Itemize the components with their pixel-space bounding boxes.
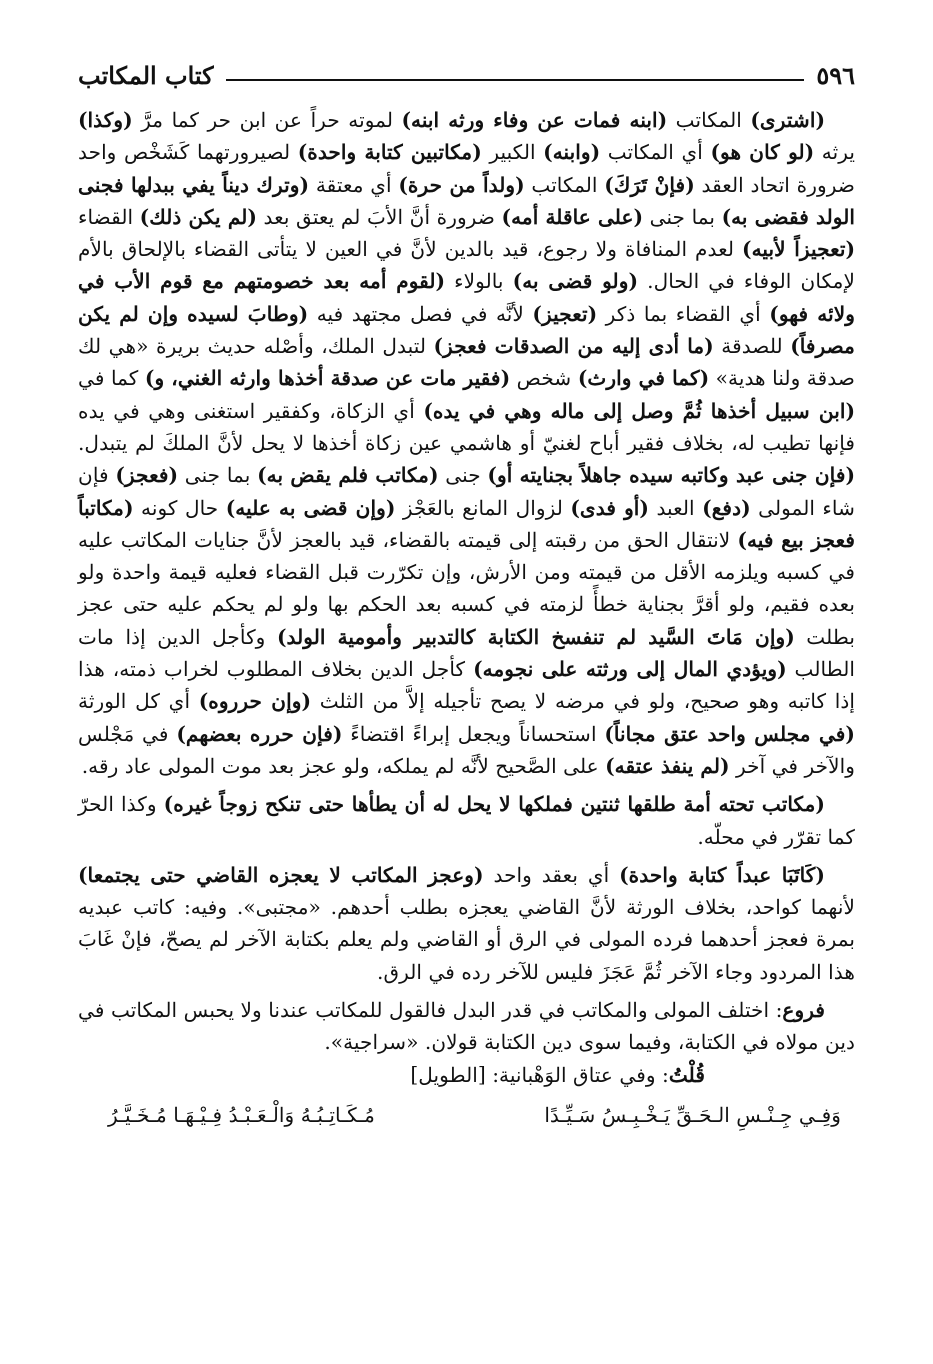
verse-intro	[78, 1059, 855, 1091]
commentary-text: لتبدل الملك، وأصْله حديث بريرة «هي لك صدقة ولنا هدية»	[78, 334, 856, 391]
commentary-text: جنى	[438, 463, 488, 488]
bold-matn-text: (وطابَ لسيده وإن لم يكن مصرفاً)	[78, 301, 855, 359]
bold-matn-text: (وابنه)	[543, 140, 601, 165]
paragraph	[78, 994, 855, 1059]
bold-matn-text: (لم ينفذ عتقه)	[605, 753, 730, 778]
bold-matn-text: (مكاتب فلم يقض به)	[257, 463, 439, 488]
commentary-text: على الصَّحيح لأنَّه لم يملكه، ولو عجز بعد موت المولى عاد رقه.	[81, 753, 606, 778]
bold-matn-text: (ابنه فمات عن وفاء ورثه ابنه)	[401, 108, 668, 132]
commentary-text: لزوال المانع بالعَجْز	[395, 495, 571, 520]
commentary-text: المكاتب	[524, 172, 605, 197]
commentary-text: كما في	[78, 366, 145, 391]
bold-matn-text: (دفع)	[702, 495, 751, 520]
bold-matn-text: (وكذا)	[78, 108, 133, 132]
bold-matn-text: (أو فدى)	[570, 495, 649, 520]
bold-matn-text: (مكاتباً فعجز بيع فيه)	[78, 495, 855, 552]
commentary-text: بما جنى	[643, 204, 722, 229]
bold-matn-text: (على عاقلة أمه)	[501, 204, 644, 229]
commentary-text: المكاتب	[667, 108, 751, 132]
page-number: ٥٩٦	[816, 60, 855, 90]
commentary-text: ضرورة أنَّ الأبَ لم يعتق بعد	[256, 204, 502, 229]
paragraph	[78, 104, 855, 782]
commentary-text: العبد	[648, 495, 703, 520]
commentary-text: : اختلف المولى والمكاتب في قدر البدل فالقول للمكاتب عندنا ولا يحبس المكاتب في دين مولاه في الكتابة، وفيما سوى دين الكتابة قولان. «سراجية».	[78, 998, 855, 1055]
bold-matn-text: (مكاتبين كتابة واحدة)	[297, 140, 482, 165]
commentary-text: لصيرورتهما كَشَخْص واحد ضرورة اتحاد العقد	[78, 140, 855, 197]
bold-matn-text: (ولداً من حرة)	[398, 172, 525, 197]
bold-matn-text: فروع	[782, 998, 825, 1023]
bold-matn-text: (فقير مات عن صدقة أخذها وارثه الغني، و)	[144, 366, 511, 391]
commentary-text: وكأجل الدين إذا مات الطالب	[78, 624, 855, 682]
book-page	[78, 0, 855, 1364]
bold-matn-text: (وإن مَاتَ السَّيد لم تنفسخ الكتابة كالتدبير وأمومية الولد)	[276, 624, 795, 649]
bold-matn-text: (وترك ديناً يفي ببدلها فجنى الولد فقضى به)	[78, 172, 855, 229]
commentary-text: شخص	[510, 366, 578, 391]
bold-matn-text: (كَاتَبَا عبداً كتابة واحدة)	[619, 862, 825, 887]
paragraphs	[78, 104, 855, 1059]
commentary-text: أي الزكاة، وكفقير استغنى وهي في يده فإنها تطيب له، بخلاف فقير أباح لغنيّ أو هاشمي عين زكاة أخذها لا يحل لأنَّ الملكَ لم يتبدل.	[78, 398, 855, 455]
page-header	[78, 60, 855, 90]
bold-matn-text: (مكاتب تحته أمة طلقها ثنتين فملكها لا يحل له أن يطأها حتى تنكح زوجاً غيره)	[163, 792, 825, 817]
paragraph	[78, 859, 855, 988]
commentary-text: بالولاء	[445, 269, 513, 294]
bold-matn-text: (ولو قضى به)	[512, 269, 639, 294]
commentary-text: أي بعقد واحد	[483, 862, 620, 887]
bold-matn-text: (وإن حرروه)	[198, 689, 312, 714]
bold-matn-text: (ويؤدي المال إلى ورثته على نجومه)	[473, 657, 787, 682]
commentary-text: حال كونه	[133, 495, 226, 520]
header-rule	[226, 79, 805, 81]
bold-matn-text: (فإنْ تَرَكَ)	[604, 172, 695, 197]
bold-matn-text: (لو كان هو)	[710, 140, 815, 165]
commentary-text: لعدم المنافاة ولا رجوع، قيد بالدين لأنَّ في العين لا يتأتى القضاء بالإلحاق بالأم لإمكان الوفاء في الحال.	[78, 237, 855, 294]
poem-verse	[78, 1099, 855, 1131]
bold-matn-text: (ابن سبيل أخذها ثُمَّ وصل إلى ماله وهي في يده)	[423, 398, 855, 423]
bold-matn-text: (لم يكن ذلك)	[139, 204, 257, 229]
verse-intro-text: : وفي عتاق الوَهْبانية: [الطويل]	[410, 1062, 669, 1087]
bold-matn-text: (فإن حرره بعضهم)	[176, 721, 343, 746]
paragraph	[78, 788, 855, 853]
commentary-text: بما جنى	[178, 463, 258, 488]
commentary-text: وكذا الحرّ كما تقرّر في محلّه.	[78, 792, 855, 849]
commentary-text: لأنَّه في فصل مجتهد فيه	[308, 301, 533, 326]
verse-second-hemistich: مُـكَـاتِـبُـهُ وَالْـعَـبْـدُ فِـيْـهَـا مُـخَـيَّـرُ	[108, 1102, 375, 1127]
verse-intro-label: قُلْتُ	[668, 1062, 705, 1087]
commentary-text: لأنهما كواحد، بخلاف الورثة لأنَّ القاضي يعجزه بطلب أحدهم. «مجتبى». وفيه: كاتب عبديه بمرة فعجز أحدهما فرده المولى في الرق أو القاضي ولم يعلم بكتابة الآخر لم يصحّ، فإنْ غَابَ هذا المردود وجاء الآخر ثُمَّ عَجَزَ فليس للآخر رده في الرق.	[78, 895, 855, 984]
bold-matn-text: (ما أدى إليه من الصدقات فعجز)	[433, 334, 714, 359]
commentary-text: لموته حراً عن ابن حر كما مرَّ	[132, 108, 402, 132]
bold-matn-text: (كما في وارث)	[577, 366, 710, 391]
commentary-text: أي معتقة	[309, 172, 399, 197]
commentary-text: استحساناً ويجعل إبراءً اقتضاءً	[342, 721, 605, 746]
commentary-text: القضاء	[78, 204, 140, 229]
bold-matn-text: (اشترى)	[750, 108, 826, 132]
commentary-text: أي كل الورثة	[78, 689, 199, 714]
bold-matn-text: (وعجز المكاتب لا يعجزه القاضي حتى يجتمعا)	[78, 862, 484, 887]
commentary-text: أي المكاتب	[600, 140, 711, 165]
commentary-text: كأجل الدين بخلاف المطلوب لخراب ذمته، هذا إذا كاتبه وهو صحيح، ولو في مرضه لا يصح تأجيله إلاَّ من الثلث	[78, 657, 855, 714]
commentary-text: لانتقال الحق من رقبته إلى قيمته بالقضاء، قيد بالعجز لأنَّ جنايات المكاتب عليه في كسبه ويلزمه الأقل من قيمته ومن الأرش، وإن تكرّرت قبل القضاء فعليه قيمة واحدة ولو بعده فقيم، ولو أقرَّ بجناية خطأً لزمته في كسبه بعد الحكم بها ولو لم يحكم عليه حتى عجز بطلت	[78, 527, 855, 649]
bold-matn-text: (فإن جنى عبد وكاتبه سيده جاهلاً بجنايته أو)	[487, 463, 856, 488]
commentary-text: الكبير	[481, 140, 544, 165]
body-text	[78, 104, 855, 1131]
commentary-text: للصدقة	[713, 334, 791, 359]
bold-matn-text: (تعجيزاً لأبيه)	[742, 237, 856, 262]
commentary-text: يرثه	[814, 140, 855, 165]
commentary-text: أي القضاء بما ذكر	[597, 301, 770, 326]
bold-matn-text: (في مجلس واحد عتق مجاناً)	[604, 721, 855, 746]
commentary-text: فإن شاء المولى	[78, 463, 855, 520]
bold-matn-text: (تعجيز)	[532, 301, 598, 326]
bold-matn-text: (وإن قضى به عليه)	[225, 495, 396, 520]
bold-matn-text: (فعجز)	[115, 463, 179, 488]
commentary-text: في مَجْلس والآخر في آخر	[78, 721, 855, 778]
bold-matn-text: (لقوم أمه بعد خصومتهم مع قوم الأب في ولائه فهو)	[78, 269, 855, 326]
running-title: كتاب المكاتب	[78, 60, 214, 90]
verse-first-hemistich: وَفِـي جِـنْـسِ الـحَـقِّ يَـخْـبِـسُ سَـيِّـدًا	[544, 1102, 841, 1127]
